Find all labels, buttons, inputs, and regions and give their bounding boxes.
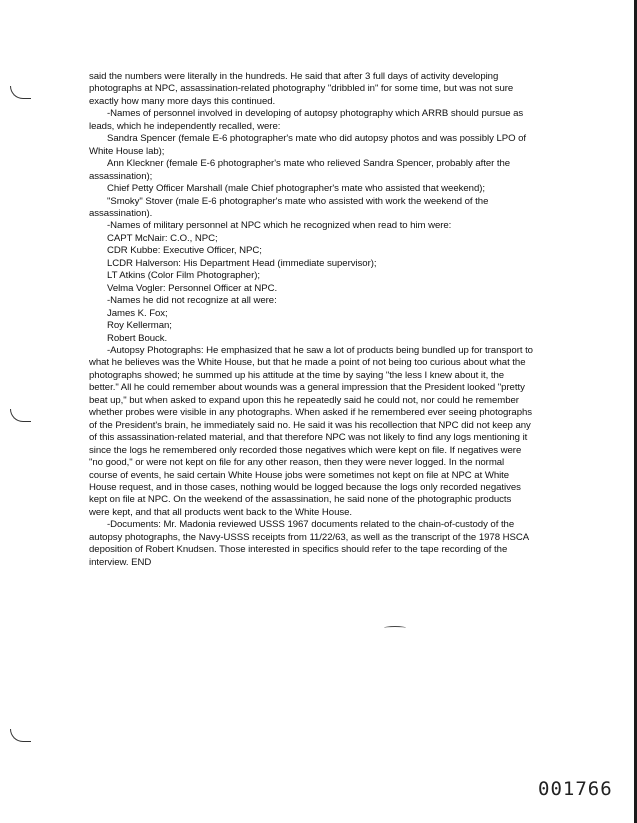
text-line: whether probes were visible in any photographs. When asked if he remembered ever seeing photographs <box>89 407 533 419</box>
text-line: -Documents: Mr. Madonia reviewed USSS 1967 documents related to the chain-of-custody of the <box>107 519 515 531</box>
text-line: LCDR Halverson: His Department Head (immediate supervisor); <box>107 257 377 269</box>
memo-body-text <box>89 71 549 569</box>
text-line: James K. Fox; <box>107 307 168 319</box>
text-line: Velma Vogler: Personnel Officer at NPC. <box>107 282 278 294</box>
text-line: Ann Kleckner (female E-6 photographer's mate who relieved Sandra Spencer, probably after the <box>107 158 511 170</box>
text-line: photographs at NPC, assassination-related photography "dribbled in" for some time, but was not sure <box>89 83 514 95</box>
text-line: kept on file at NPC. On the weekend of the assassination, he said none of the photographic products <box>89 494 512 506</box>
text-line: leads, which he independently recalled, were: <box>89 120 281 132</box>
text-line: House request, and in those cases, nothing would be logged because the logs only recorded negatives <box>89 481 521 493</box>
text-line: of this assassination-related material, and that therefore NPC was not likely to find any logs mentioning it <box>89 432 528 444</box>
text-line: assassination). <box>89 207 153 219</box>
text-line: better." All he could remember about wounds was a general impression that the President looked "pretty <box>89 382 525 394</box>
text-line: Robert Bouck. <box>107 332 168 344</box>
text-line: deposition of Robert Knudsen. Those interested in specifics should refer to the tape recording of the <box>89 544 508 556</box>
text-line: said the numbers were literally in the hundreds. He said that after 3 full days of activity developing <box>89 71 499 82</box>
text-line: assassination); <box>89 170 153 182</box>
text-line: -Names of personnel involved in developing of autopsy photography which ARRB should pursue as <box>107 108 524 120</box>
text-line: -Names he did not recognize at all were: <box>107 295 277 307</box>
text-line: photographs showed; he summed up his attitude at the time by saying "the less I knew about it, the <box>89 369 505 381</box>
text-line: Sandra Spencer (female E-6 photographer's mate who did autopsy photos and was possibly LPO of <box>107 133 527 145</box>
text-line: since the logs he remembered only recorded those negatives which were kept on file. If negatives were <box>89 444 522 456</box>
text-line: what he believes was the White House, but that he made a point of not being too curious about what the <box>89 357 526 369</box>
text-line: Chief Petty Officer Marshall (male Chief photographer's mate who assisted that weekend); <box>107 183 485 195</box>
text-line: -Autopsy Photographs: He emphasized that he saw a lot of products being bundled up for transport to <box>107 344 533 356</box>
text-line: course of events, he said certain White House jobs were sometimes not kept on file at NPC at White <box>89 469 510 481</box>
binder-hole-mark-top <box>10 86 31 99</box>
text-line: -Names of military personnel at NPC which he recognized when read to him were: <box>107 220 452 232</box>
text-line: "no good," or were not kept on file for any other reason, then they were never logged. In the normal <box>89 457 505 469</box>
text-line: "Smoky" Stover (male E-6 photographer's mate who assisted with work the weekend of the <box>107 195 489 207</box>
binder-hole-mark-bottom <box>10 729 31 742</box>
text-line: exactly how many more days this continued. <box>89 95 276 107</box>
text-line: were kept, and that all products went back to the White House. <box>89 506 353 518</box>
text-line: CAPT McNair: C.O., NPC; <box>107 232 218 244</box>
text-line: autopsy photographs, the Navy-USSS receipts from 11/22/63, as well as the transcript of the 1978 HSCA <box>89 531 530 543</box>
text-line: CDR Kubbe: Executive Officer, NPC; <box>107 245 262 257</box>
text-line: beat up," but when asked to expand upon this he repeatedly said he could not, nor could he remember <box>89 394 519 406</box>
text-line: White House lab); <box>89 145 165 157</box>
text-line: Roy Kellerman; <box>107 320 172 332</box>
binder-hole-mark-middle <box>10 409 31 422</box>
document-number-stamp: 001766 <box>538 778 613 800</box>
text-line: interview. END <box>89 556 152 568</box>
text-line: of the President's brain, he immediately said no. He said it was his recollection that NPC did not keep any <box>89 419 531 431</box>
text-line: LT Atkins (Color Film Photographer); <box>107 270 261 282</box>
pen-mark <box>384 626 406 630</box>
